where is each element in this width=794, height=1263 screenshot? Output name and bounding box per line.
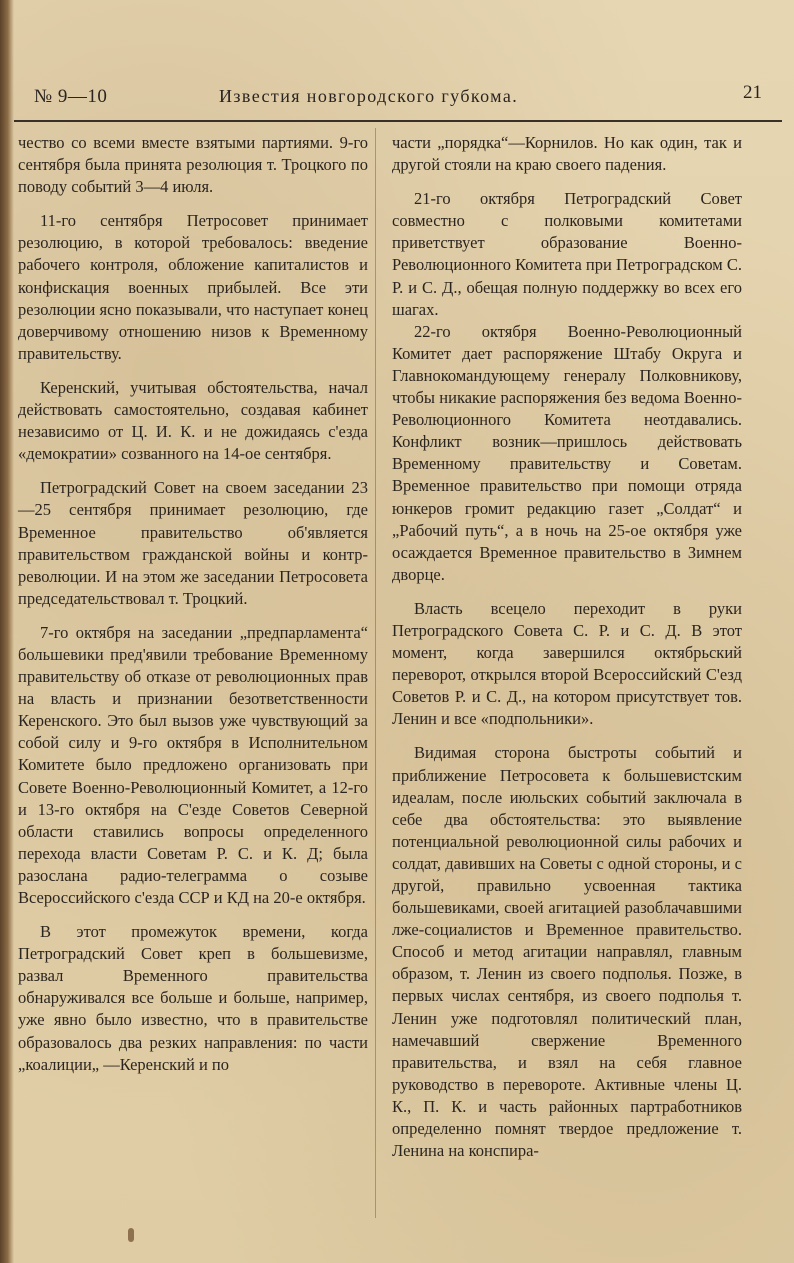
header-rule <box>14 120 782 122</box>
left-column <box>18 132 368 1076</box>
right-column <box>392 132 742 1162</box>
paragraph: 21-го октября Петроградский Совет совместно с полковыми комитетами приветствует образование Военно-Революционного Комитета при Петроградском С. Р. и С. Д., обещая полную поддержку во всех его шагах. <box>392 189 742 319</box>
paragraph: Керенский, учитывая обстоятельства, начал действовать самостоятельно, создавая кабинет независимо от Ц. И. К. и не дожидаясь с'езда «демократии» созванного на 14-ое сентября. <box>18 377 368 464</box>
paragraph: 11-го сентября Петросовет принимает резолюцию, в которой требовалось: введение рабочего контроля, обложение капиталистов и конфискация военных прибылей. Все эти резолюции ясно показывали, что наступает конец доверчивому отношению низов к Временному правительству. <box>18 211 368 363</box>
paragraph: Власть всецело переходит в руки Петроградского Совета С. Р. и С. Д. В этот момент, когда завершился октябрьский переворот, открылся второй Всероссийский С'езд Советов Р. и С. Д., на котором присутствует тов. Ленин и все «подпольники». <box>392 598 742 729</box>
binding-edge <box>0 0 14 1263</box>
paragraph: 22-го октября Военно-Революционный Комитет дает распоряжение Штабу Округа и Главнокомандующему генералу Полковникову, чтобы никакие распоряжения без ведома Военно-Революционного Комитета неотдавались. Конфликт возник—пришлось действовать Временному правительству и Советам. Временное правительство при помощи отряда юнкеров громит редакцию газет „Солдат“ и „Рабочий путь“, а в ночь на 25-ое октября уже осаждается Временное правительство в Зимнем дворце. <box>392 321 742 584</box>
paragraph: Видимая сторона быстроты событий и приближение Петросовета к большевистским идеалам, после июльских событий заключала в себе два обстоятельства: это выявление потенциальной революционной силы рабочих и солдат, давивших на Советы с одной стороны, и с другой, правильно усвоенная тактика большевиками, своей агитацией разоблачавшими лже-социалистов и Временное правительство. Способ и метод агитации направлял, главным образом, т. Ленин из своего подполья. Позже, в первых числах сентября, из своего подполья т. Ленин уже подготовлял политический план, намечавший свержение Временного правительства, и взял на себя главное руководство в перевороте. Активные члены Ц. К., П. К. и часть районных партработников определенно помнят твердое предложение т. Ленина на конспира- <box>392 743 742 1161</box>
page-header <box>14 82 774 116</box>
paragraph: 7-го октября на заседании „предпарламента“ большевики пред'явили требование Временному правительству об отказе от революционных прав на власть и признании безответственности Керенского. Это был вызов уже чувствующий за собой силу и 9-го октября в Исполнительном Комитете было предложено организовать при Совете Военно-Революционный Комитет, а 12-го и 13-го октября на С'езде Советов Северной области ставились вопросы определенного перехода власти Советам Р. С. и К. Д; была разослана радио-телеграмма о созыве Всероссийского с'езда ССР и КД на 20-е октября. <box>18 622 368 907</box>
ink-mark <box>128 1228 134 1242</box>
paragraph: части „порядка“—Корнилов. Но как один, так и другой стояли на краю своего падения. <box>392 133 742 175</box>
journal-title: Известия новгородского губкома. <box>219 86 519 106</box>
page-number: 21 <box>743 82 762 103</box>
paragraph: В этот промежуток времени, когда Петроградский Совет креп в большевизме, развал Временного правительства обнаруживался все больше и больше, например, уже явно было известно, что в правительстве образовалось два резких направления: по части „коалиции„ —Керенский и по <box>18 922 368 1074</box>
issue-number: № 9—10 <box>34 86 108 107</box>
paragraph: Петроградский Совет на своем заседании 23—25 сентября принимает резолюцию, где Временное правительство об'является правительством гражданской войны и контр-революции. И на этом же заседании Петросовета председательствовал т. Троцкий. <box>18 478 368 608</box>
paragraph: чество со всеми вместе взятыми партиями. 9-го сентября была принята резолюция т. Троцкого по поводу событий 3—4 июля. <box>18 133 368 197</box>
column-divider <box>375 128 376 1218</box>
